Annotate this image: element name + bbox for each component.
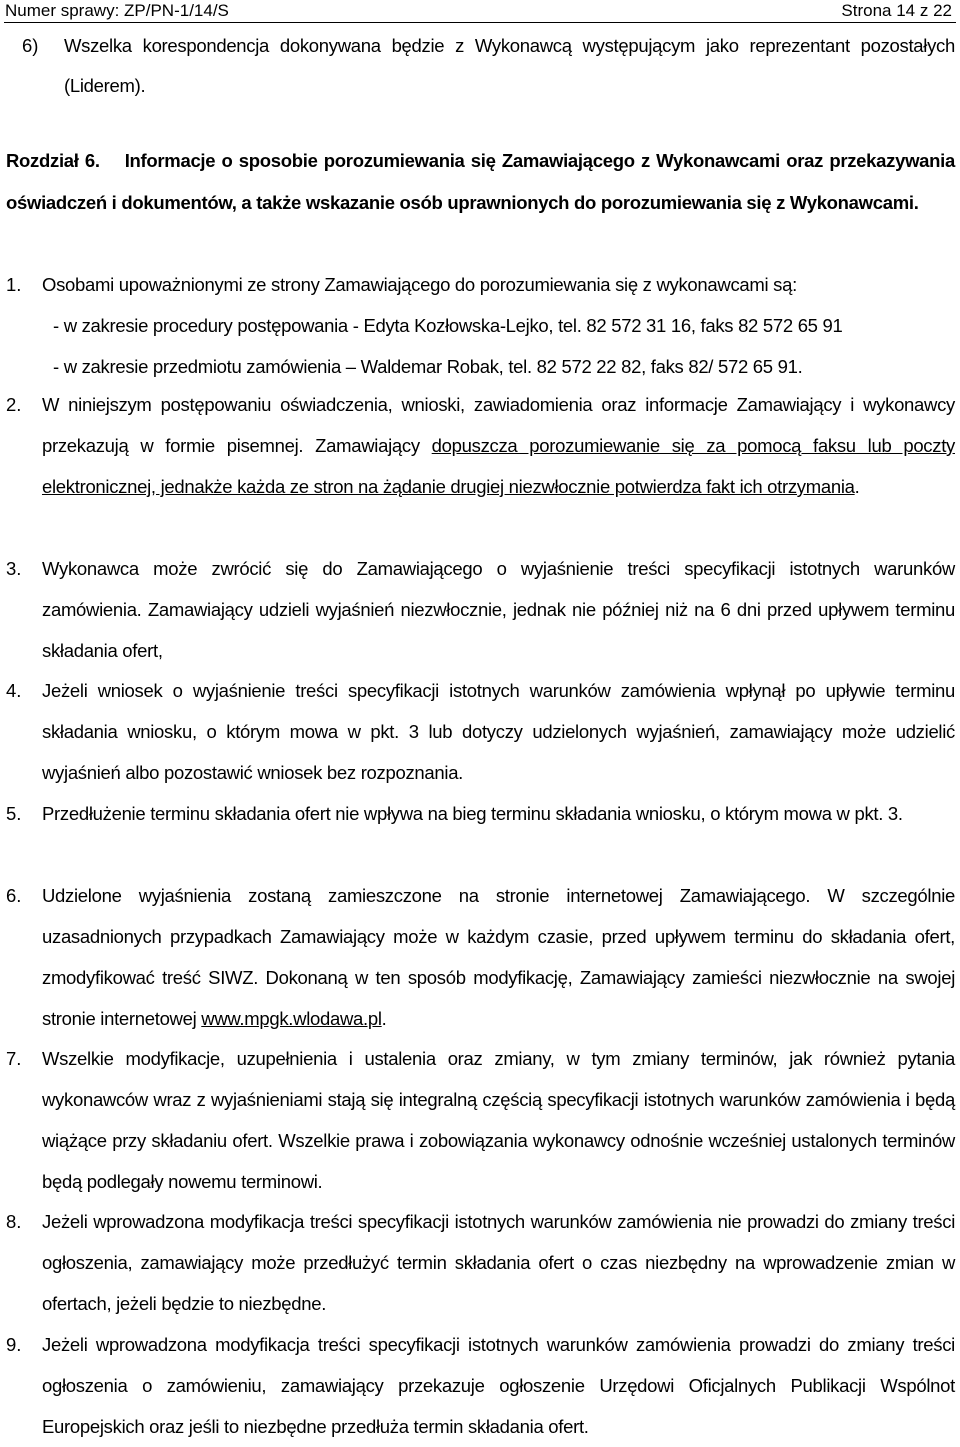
list-item <box>42 1201 955 1324</box>
list-number: 9. <box>6 1334 22 1355</box>
list-item-text-end: . <box>381 1008 387 1029</box>
list-item <box>64 26 955 106</box>
list-number: 5. <box>6 803 22 824</box>
list-item <box>42 875 955 1039</box>
list-item-text: Jeżeli wprowadzona modyfikacja treści specyfikacji istotnych warunków zamówienia prowadzi do zmiany treści ogłoszenia o zamówieniu, zamawiający przekazuje ogłoszenie Urzędowi Oficjalnych Publikacji Wspólnot Europejskich oraz jeśli to niezbędne przedłuża termin składania ofert. <box>42 1334 955 1437</box>
list-item-text: Jeżeli wniosek o wyjaśnienie treści specyfikacji istotnych warunków zamówienia wpłynął po upływie terminu składania wniosku, o którym mowa w pkt. 3 lub dotyczy udzielonych wyjaśnień, zamawiający może udzielić wyjaśnień albo pozostawić wniosek bez rozpoznania. <box>42 680 955 783</box>
page-header <box>0 0 960 22</box>
contact-procedure: - w zakresie procedury postępowania - Edyta Kozłowska-Lejko, tel. 82 572 31 16, faks 82 572 65 91 <box>53 315 843 336</box>
list-number: 6. <box>6 885 22 906</box>
website-link[interactable]: www.mpgk.wlodawa.pl <box>201 1008 382 1029</box>
contact-list <box>53 305 955 387</box>
list-item-text: W niniejszym postępowaniu oświadczenia, wnioski, zawiadomienia oraz informacje Zamawiający i wykonawcy przekazują w formie pisemnej. Zamawiający <box>42 394 955 456</box>
page-number: Strona 14 z 22 <box>841 1 952 20</box>
list-item <box>42 265 955 305</box>
list-number: 4. <box>6 680 22 701</box>
list-item <box>42 548 955 671</box>
chapter-label: Rozdział 6. <box>6 150 100 171</box>
list-item-text-end: . <box>854 476 860 497</box>
list-item-text: Wykonawca może zwrócić się do Zamawiającego o wyjaśnienie treści specyfikacji istotnych warunków zamówienia. Zamawiający udzieli wyjaśnień niezwłocznie, jednak nie później niż na 6 dni przed upływem terminu składania ofert, <box>42 558 955 661</box>
list-number: 6) <box>22 35 39 56</box>
list-item-text: Udzielone wyjaśnienia zostaną zamieszczone na stronie internetowej Zamawiającego. W szczególnie uzasadnionych przypadkach Zamawiający może w każdym czasie, przed upływem terminu do składania ofert, zmodyfikować treść SIWZ. Dokonaną w ten sposób modyfikację, Zamawiający zamieści niezwłocznie na swojej stronie internetowej <box>42 885 955 1029</box>
list-item <box>42 670 955 793</box>
chapter-title: Informacje o sposobie porozumiewania się Zamawiającego z Wykonawcami oraz przekazywania oświadczeń i dokumentów, a także wskazanie osób uprawnionych do porozumiewania się z Wykonawcami. <box>6 150 955 213</box>
list-item-text: Wszelka korespondencja dokonywana będzie z Wykonawcą występującym jako reprezentant pozostałych (Liderem). <box>64 35 955 96</box>
list-number: 3. <box>6 558 22 579</box>
chapter-heading <box>6 140 955 224</box>
list-item-text: Osobami upoważnionymi ze strony Zamawiającego do porozumiewania się z wykonawcami są: <box>42 274 797 295</box>
list-number: 7. <box>6 1048 22 1069</box>
list-number: 2. <box>6 394 22 415</box>
list-number: 1. <box>6 274 22 295</box>
list-item <box>42 1038 955 1202</box>
case-number: Numer sprawy: ZP/PN-1/14/S <box>5 1 229 20</box>
list-item-text: Jeżeli wprowadzona modyfikacja treści specyfikacji istotnych warunków zamówienia nie prowadzi do zmiany treści ogłoszenia, zamawiający może przedłużyć termin składania ofert o czas niezbędny na wprowadzenie zmian w ofertach, jeżeli będzie to niezbędne. <box>42 1211 955 1314</box>
list-item <box>42 793 955 834</box>
list-item <box>42 1324 955 1447</box>
header-divider <box>4 22 956 23</box>
contact-subject: - w zakresie przedmiotu zamówienia – Waldemar Robak, tel. 82 572 22 82, faks 82/ 572 65 91. <box>53 356 803 377</box>
list-number: 8. <box>6 1211 22 1232</box>
list-item-text: Wszelkie modyfikacje, uzupełnienia i ustalenia oraz zmiany, w tym zmiany terminów, jak również pytania wykonawców wraz z wyjaśnieniami stają się integralną częścią specyfikacji istotnych warunków zamówienia i będą wiążące przy składaniu ofert. Wszelkie prawa i zobowiązania wykonawcy odnośnie wcześniej ustalonych terminów będą podlegały nowemu terminowi. <box>42 1048 955 1192</box>
list-item <box>42 384 955 507</box>
underlined-text: dopuszcza porozumiewanie się za pomocą faksu lub poczty elektronicznej, jednakże każda ze stron na żądanie drugiej niezwłocznie potwierdza fakt ich otrzymania <box>42 435 955 497</box>
list-item-text: Przedłużenie terminu składania ofert nie wpływa na bieg terminu składania wniosku, o którym mowa w pkt. 3. <box>42 803 903 824</box>
